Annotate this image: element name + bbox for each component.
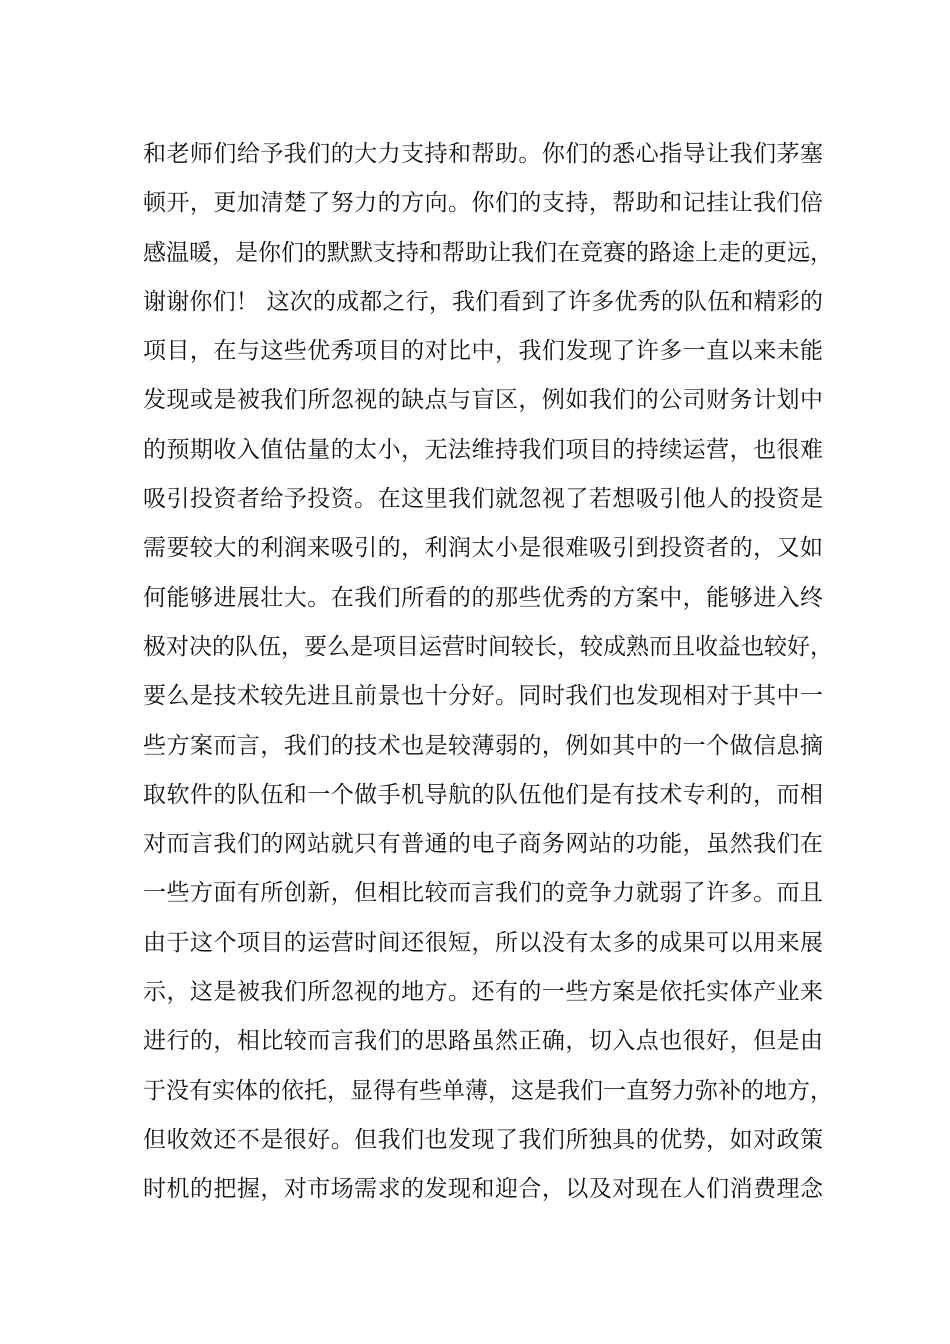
text-line: 由于这个项目的运营时间还很短，所以没有太多的成果可以用来展 — [143, 929, 823, 956]
text-line: 感温暖，是你们的默默支持和帮助让我们在竞赛的路途上走的更远， — [143, 239, 833, 266]
text-line: 时机的把握，对市场需求的发现和迎合，以及对现在人们消费理念 — [143, 1176, 823, 1203]
text-line: 些方案而言，我们的技术也是较薄弱的，例如其中的一个做信息摘 — [143, 732, 823, 759]
text-line: 发现或是被我们所忽视的缺点与盲区，例如我们的公司财务计划中 — [143, 387, 823, 414]
text-line: 但收效还不是很好。但我们也发现了我们所独具的优势，如对政策 — [143, 1126, 823, 1153]
body-text — [143, 130, 833, 1215]
text-line: 吸引投资者给予投资。在这里我们就忽视了若想吸引他人的投资是 — [143, 486, 823, 513]
text-line: 对而言我们的网站就只有普通的电子商务网站的功能，虽然我们在 — [143, 831, 823, 858]
text-line: 于没有实体的依托，显得有些单薄，这是我们一直努力弥补的地方， — [143, 1077, 833, 1104]
text-line: 要么是技术较先进且前景也十分好。同时我们也发现相对于其中一 — [143, 683, 823, 710]
text-line: 的预期收入值估量的太小，无法维持我们项目的持续运营，也很难 — [143, 436, 823, 463]
text-line: 项目，在与这些优秀项目的对比中，我们发现了许多一直以来未能 — [143, 338, 823, 365]
text-line: 顿开，更加清楚了努力的方向。你们的支持，帮助和记挂让我们倍 — [143, 190, 823, 217]
text-line: 需要较大的利润来吸引的，利润太小是很难吸引到投资者的，又如 — [143, 535, 823, 562]
text-line: 取软件的队伍和一个做手机导航的队伍他们是有技术专利的，而相 — [143, 781, 823, 808]
text-line: 进行的，相比较而言我们的思路虽然正确，切入点也很好，但是由 — [143, 1028, 823, 1055]
text-line: 何能够进展壮大。在我们所看的的那些优秀的方案中，能够进入终 — [143, 584, 823, 611]
text-line: 一些方面有所创新，但相比较而言我们的竞争力就弱了许多。而且 — [143, 880, 823, 907]
text-line: 和老师们给予我们的大力支持和帮助。你们的悉心指导让我们茅塞 — [143, 141, 823, 167]
text-line: 示，这是被我们所忽视的地方。还有的一些方案是依托实体产业来 — [143, 979, 823, 1006]
text-line: 极对决的队伍，要么是项目运营时间较长，较成熟而且收益也较好， — [143, 633, 833, 660]
text-line: 谢谢你们！ 这次的成都之行，我们看到了许多优秀的队伍和精彩的 — [143, 288, 823, 315]
